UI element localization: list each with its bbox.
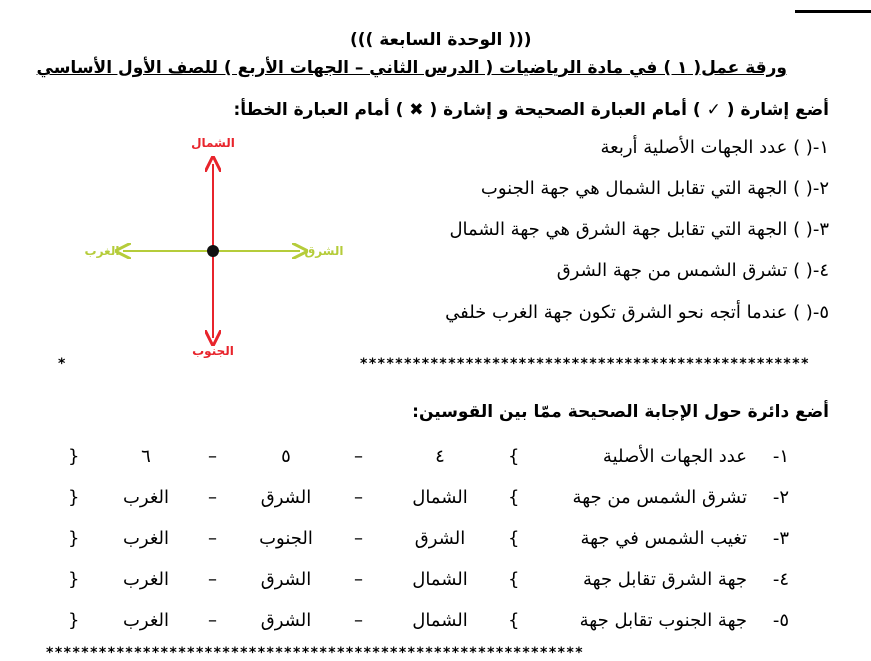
mc-dash: – xyxy=(354,569,363,590)
tf-item-text: الجهة التي تقابل الشمال هي جهة الجنوب xyxy=(480,178,788,199)
mc-row-1-option-3[interactable]: ٦ xyxy=(141,446,151,467)
mc-row-3-open-brace: { xyxy=(508,528,520,549)
tf-item-text: تشرق الشمس من جهة الشرق xyxy=(556,260,788,281)
west-label: الغرب xyxy=(84,244,120,258)
mc-row-5-open-brace: { xyxy=(508,610,520,631)
mc-dash: – xyxy=(354,487,363,508)
mc-row-1-close-brace: } xyxy=(68,446,80,467)
mc-row-5-close-brace: } xyxy=(68,610,80,631)
tf-item-number: ١-( ) xyxy=(793,137,829,158)
mc-dash: – xyxy=(354,446,363,467)
mc-row-2-stem: تشرق الشمس من جهة xyxy=(572,487,747,508)
tf-item-number: ٢-( ) xyxy=(793,178,829,199)
tf-item-text: الجهة التي تقابل جهة الشرق هي جهة الشمال xyxy=(449,219,788,240)
tf-item-text: عندما أتجه نحو الشرق تكون جهة الغرب خلفي xyxy=(445,302,788,323)
tf-item-text: عدد الجهات الأصلية أربعة xyxy=(600,137,788,158)
tf-item-2 xyxy=(481,178,829,199)
section1-instruction: أضع إشارة ( ✓ ) أمام العبارة الصحيحة و إشارة ( ✖ ) أمام العبارة الخطأ: xyxy=(233,100,829,120)
mc-row-4-close-brace: } xyxy=(68,569,80,590)
section2-instruction: أضع دائرة حول الإجابة الصحيحة ممّا بين القوسين: xyxy=(412,402,829,422)
mc-row-4-number: ٤- xyxy=(772,569,789,590)
mc-row-1-option-2[interactable]: ٥ xyxy=(281,446,291,467)
mc-row-4-open-brace: { xyxy=(508,569,520,590)
mc-row-5-option-1[interactable]: الشمال xyxy=(412,610,468,631)
compass-center-dot xyxy=(207,245,219,257)
mc-dash: – xyxy=(208,528,217,549)
mc-dash: – xyxy=(208,610,217,631)
mc-row-2-option-1[interactable]: الشمال xyxy=(412,487,468,508)
star-divider: *************************************************** xyxy=(360,356,810,372)
mc-dash: – xyxy=(208,487,217,508)
tf-item-4 xyxy=(557,260,829,281)
tf-item-number: ٤-( ) xyxy=(793,260,829,281)
mc-row-2-option-2[interactable]: الشرق xyxy=(260,487,312,508)
mc-row-2-close-brace: } xyxy=(68,487,80,508)
mc-row-1-open-brace: { xyxy=(508,446,520,467)
mc-row-3-stem: تغيب الشمس في جهة xyxy=(580,528,747,549)
mc-dash: – xyxy=(354,528,363,549)
mc-row-1-number: ١- xyxy=(772,446,789,467)
mc-row-1-option-1[interactable]: ٤ xyxy=(435,446,445,467)
tf-item-3 xyxy=(449,219,829,240)
mc-row-4-option-3[interactable]: الغرب xyxy=(122,569,170,590)
mc-dash: – xyxy=(354,610,363,631)
lone-star: * xyxy=(58,356,66,372)
mc-row-5-number: ٥- xyxy=(772,610,789,631)
compass-diagram xyxy=(80,130,350,360)
worksheet-title: ورقة عمل( ١ ) في مادة الرياضيات ( الدرس الثاني – الجهات الأربع ) للصف الأول الأساسي xyxy=(36,58,787,78)
top-rule xyxy=(795,10,871,13)
north-label: الشمال xyxy=(191,136,235,150)
mc-row-5-stem: جهة الجنوب تقابل جهة xyxy=(579,610,747,631)
mc-row-1-stem: عدد الجهات الأصلية xyxy=(602,446,747,467)
bottom-star-divider: ************************************************************* xyxy=(46,645,585,661)
south-label: الجنوب xyxy=(192,344,234,358)
mc-row-3-option-3[interactable]: الغرب xyxy=(122,528,170,549)
tf-item-5 xyxy=(445,302,829,323)
mc-row-2-open-brace: { xyxy=(508,487,520,508)
tf-item-1 xyxy=(600,137,829,158)
tf-item-number: ٣-( ) xyxy=(793,219,829,240)
mc-dash: – xyxy=(208,569,217,590)
mc-row-4-stem: جهة الشرق تقابل جهة xyxy=(583,569,747,590)
tf-item-number: ٥-( ) xyxy=(793,302,829,323)
mc-dash: – xyxy=(208,446,217,467)
unit-title: ((( الوحدة السابعة ))) xyxy=(350,30,532,50)
mc-row-4-option-2[interactable]: الشرق xyxy=(260,569,312,590)
mc-row-5-option-2[interactable]: الشرق xyxy=(260,610,312,631)
mc-row-2-option-3[interactable]: الغرب xyxy=(122,487,170,508)
mc-row-3-number: ٣- xyxy=(772,528,789,549)
mc-row-3-close-brace: } xyxy=(68,528,80,549)
east-label: الشرق xyxy=(304,244,344,258)
mc-row-3-option-2[interactable]: الجنوب xyxy=(259,528,313,549)
mc-row-3-option-1[interactable]: الشرق xyxy=(414,528,466,549)
mc-row-2-number: ٢- xyxy=(772,487,789,508)
mc-row-5-option-3[interactable]: الغرب xyxy=(122,610,170,631)
mc-row-4-option-1[interactable]: الشمال xyxy=(412,569,468,590)
